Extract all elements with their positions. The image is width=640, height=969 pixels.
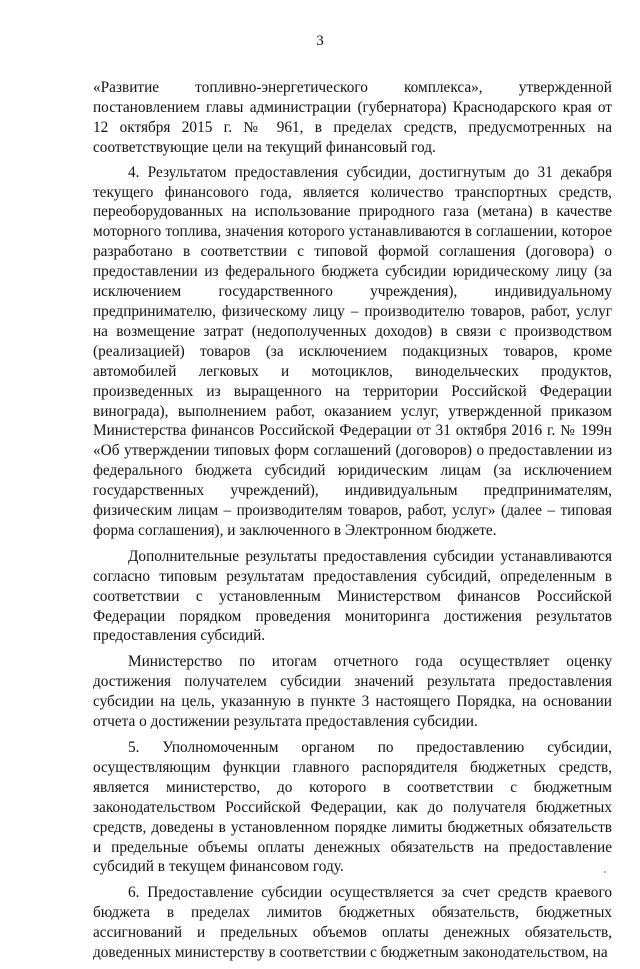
scan-speck	[604, 871, 606, 873]
paragraph-additional-results: Дополнительные результаты предоставления субсидии устанавливаются согласно типовым результатам предоставления субсидий, определенным в соответствии с установленным Министерством финансов Российской Федерации порядком проведения мониторинга достижения результатов предоставления субсидий.	[93, 547, 612, 645]
page-number: 3	[316, 33, 324, 49]
paragraph-item-5: 5. Уполномоченным органом по предоставлению субсидии, осуществляющим функции главного распорядителя бюджетных средств, является министерство, до которого в соответствии с бюджетным законодательством Российской Федерации, как до получателя бюджетных средств, доведены в установленном порядке лимиты бюджетных обязательств и предельные объемы оплаты денежных обязательств на предоставление субсидий в текущем финансовом году.	[93, 739, 612, 876]
paragraph-item-4: 4. Результатом предоставления субсидии, достигнутым до 31 декабря текущего финансового года, является количество транспортных средств, переоборудованных на использование природного газа (метана) в качестве моторного топлива, значения которого устанавливаются в соглашении, которое разработано в соответствии с типовой формой соглашения (договора) о предоставлении из федерального бюджета субсидии юридическому лицу (за исключением государственного учреждения), индивидуальному предпринимателю, физическому лицу – производителю товаров, работ, услуг на возмещение затрат (недополученных доходов) в связи с производством (реализацией) товаров (за исключением подакцизных товаров, кроме автомобилей легковых и мотоциклов, винодельческих продуктов, произведенных из выращенного на территории Российской Федерации винограда), выполнением работ, оказанием услуг, утвержденной приказом Министерства финансов Российской Федерации от 31 октября 2016 г. № 199н «Об утверждении типовых форм соглашений (договоров) о предоставлении из федерального бюджета субсидий юридическим лицам (за исключением государственных учреждений), индивидуальным предпринимателям, физическим лицам – производителям товаров, работ, услуг» (далее – типовая форма соглашения), и заключенного в Электронном бюджете.	[93, 163, 612, 539]
paragraph-item-6: 6. Предоставление субсидии осуществляется за счет средств краевого бюджета в пределах лимитов бюджетных обязательств, бюджетных ассигнований и предельных объемов оплаты денежных обязательств, доведенных министерству в соответствии с бюджетным законодательством, на	[93, 884, 612, 962]
paragraph-continuation: «Развитие топливно-энергетического комплекса», утвержденной постановлением главы администрации (губернатора) Краснодарского края от 12 октября 2015 г. № 961, в пределах средств, предусмотренных на соответствующие цели на текущий финансовый год.	[93, 79, 612, 156]
document-body	[93, 78, 612, 969]
paragraph-ministry-assessment: Министерство по итогам отчетного года осуществляет оценку достижения получателем субсидии значений результата предоставления субсидии на цель, указанную в пункте 3 настоящего Порядка, на основании отчета о достижении результата предоставления субсидии.	[93, 653, 612, 731]
